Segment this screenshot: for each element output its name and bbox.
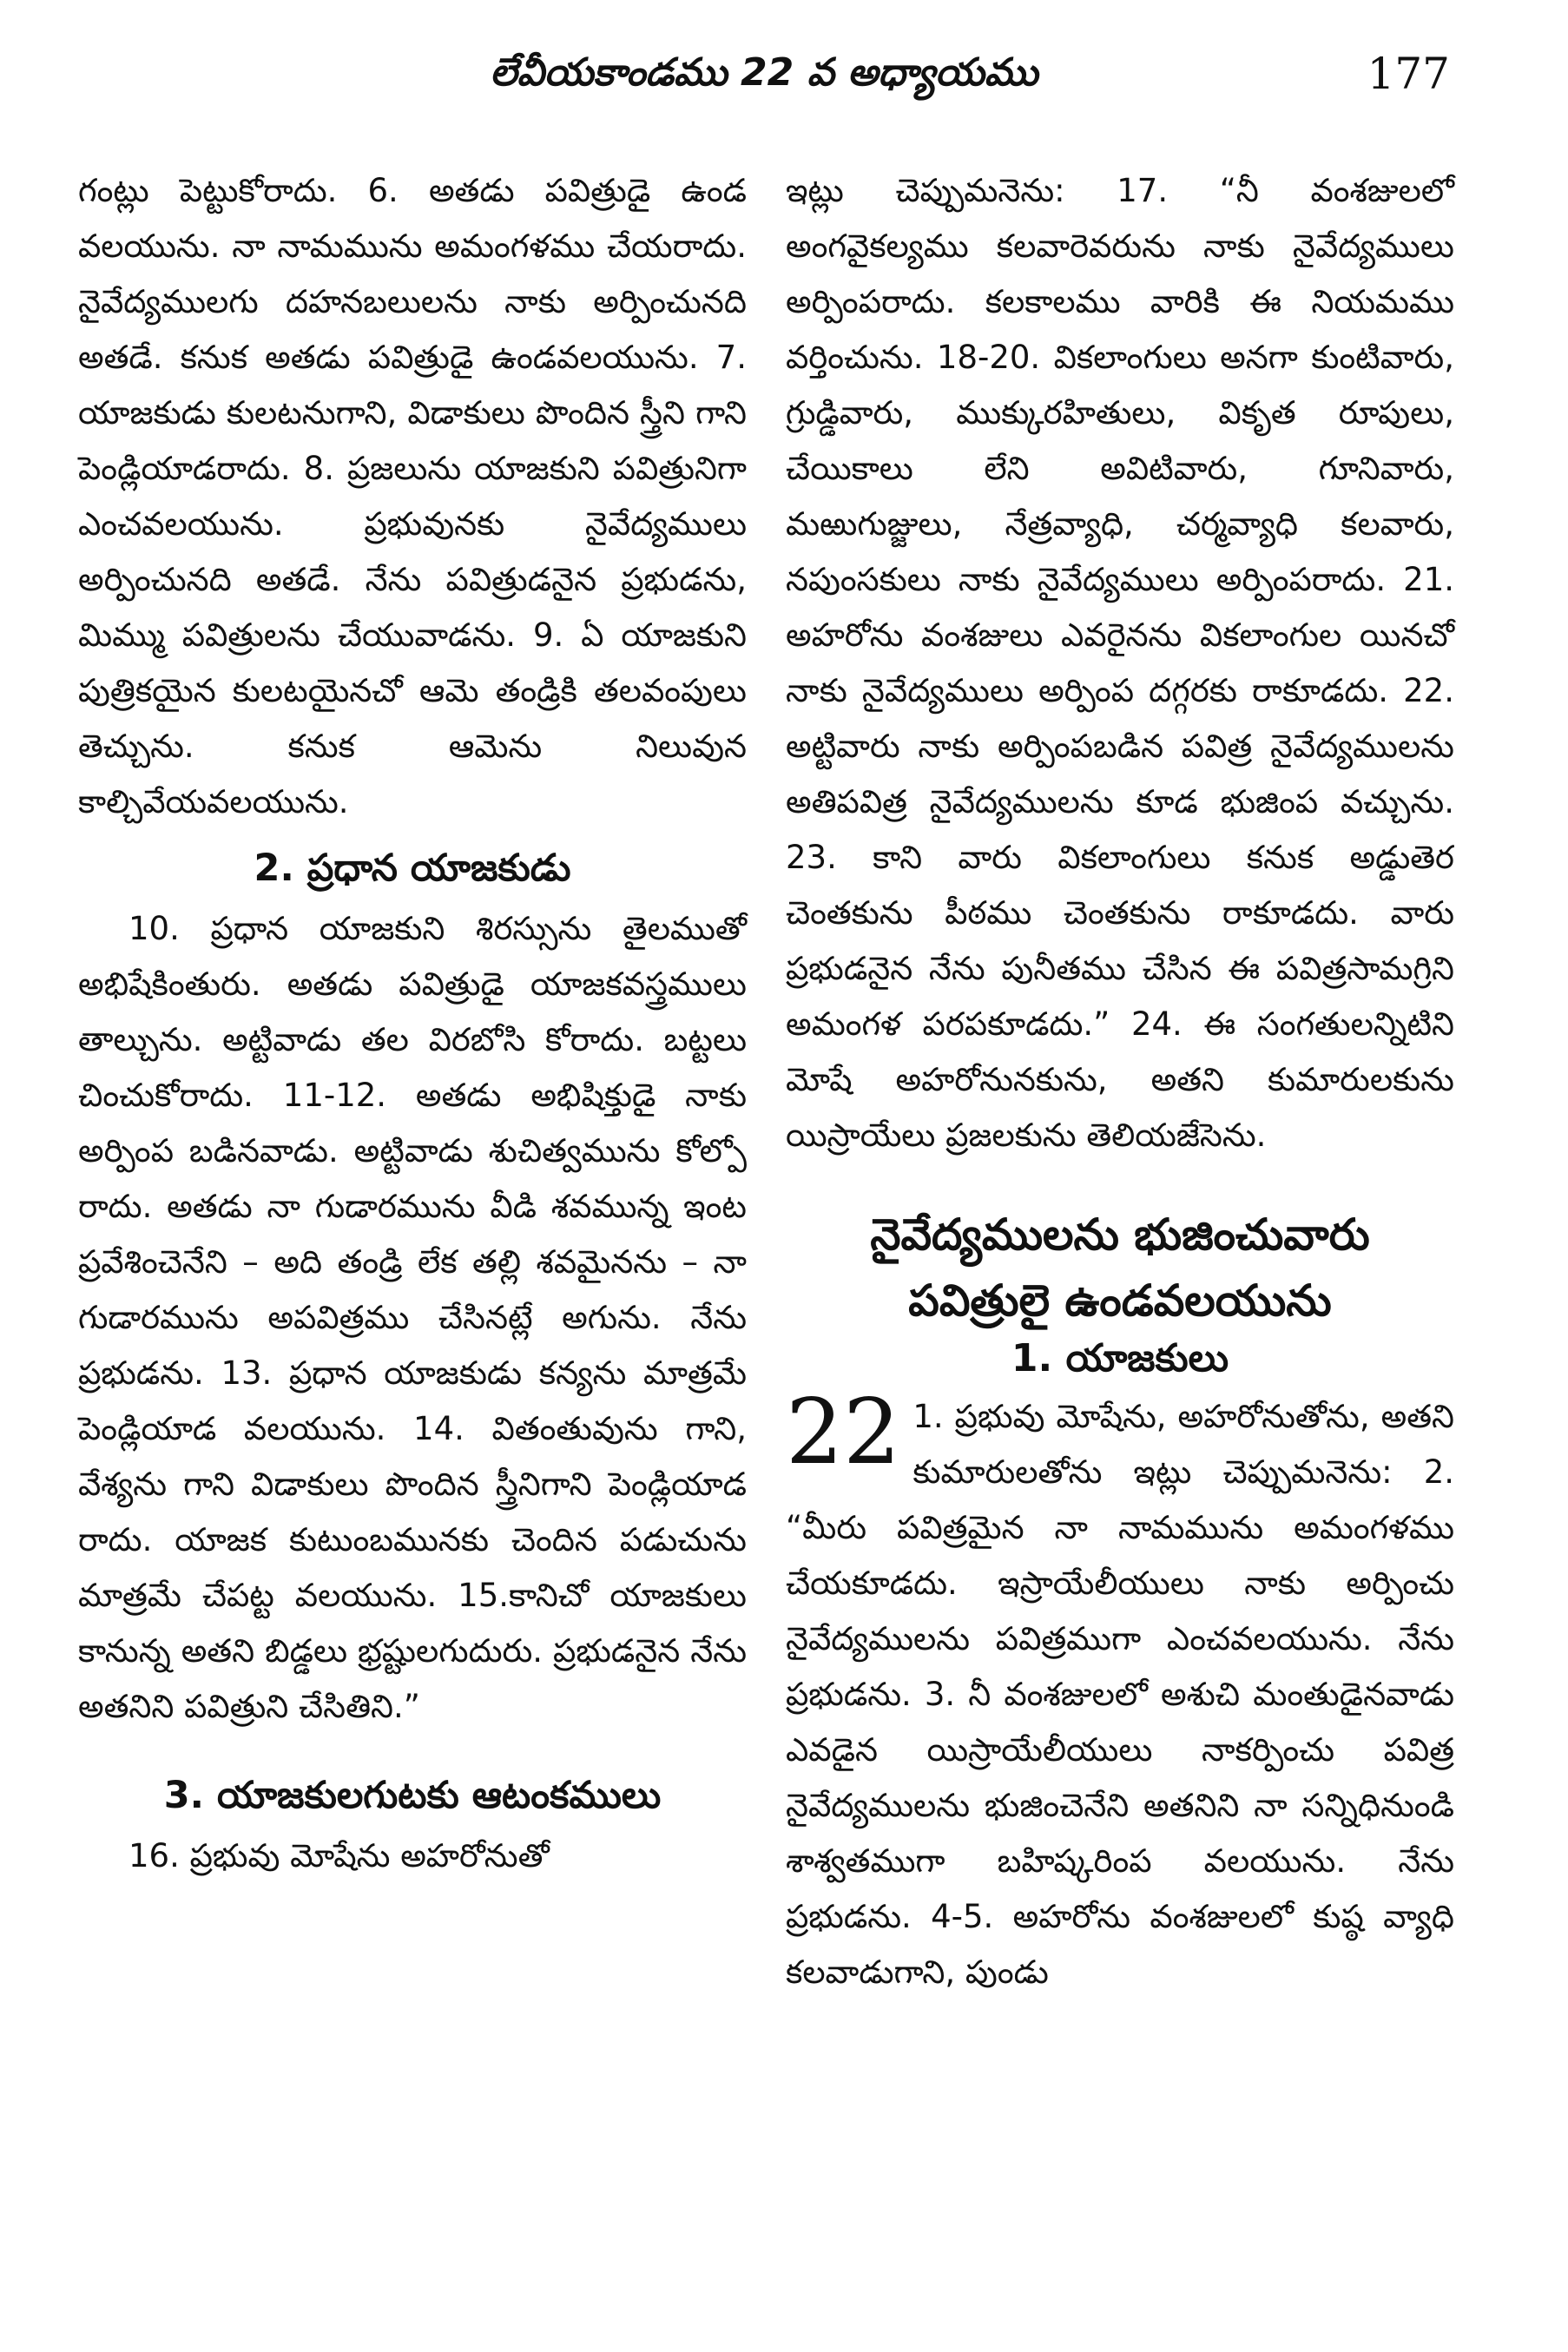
chapter-section-heading: నైవేద్యములను భుజించువారు పవిత్రులై ఉండవలయును xyxy=(870,1209,1370,1326)
running-title: లేవీయకాండము 22 వ అధ్యాయము xyxy=(490,50,1038,95)
chapter-number-dropcap: 22 xyxy=(786,1379,901,1485)
page-number: 177 xyxy=(1367,49,1450,99)
subheading-priests: 1. యాజకులు xyxy=(1011,1336,1229,1380)
section-heading-impediments: 3. యాజకులగుటకు ఆటంకములు xyxy=(163,1774,662,1817)
paragraph-verses-16-24: ఇట్లు చెప్పుమనెను: 17. “నీ వంశజులలో అంగవైకల్యము కలవారెవరును నాకు నైవేద్యములు అర్పింపరాదు. కలకాలము వారికి ఈ నియమము వర్తించును. 18-20. వికలాంగులు అనగా కుంటివారు, గ్రుడ్డివారు, ముక్కురహితులు, వికృత రూపులు, చేయికాలు లేని అవిటివారు, గూనివారు, మఱుగుజ్జులు, నేత్రవ్యాధి, చర్మవ్యాధి కలవారు, నపుంసకులు నాకు నైవేద్యములు అర్పింపరాదు. 21. అహరోను వంశజులు ఎవరైనను వికలాంగుల యినచో నాకు నైవేద్యములు అర్పింప దగ్గరకు రాకూడదు. 22. అట్టివారు నాకు అర్పింపబడిన పవిత్ర నైవేద్యములను అతిపవిత్ర నైవేద్యములను కూడ భుజింప వచ్చును. 23. కాని వారు వికలాంగులు కనుక అడ్డుతెర చెంతకును పీఠము చెంతకును రాకూడదు. వారు ప్రభుడనైన నేను పునీతము చేసిన ఈ పవిత్రసామగ్రిని అమంగళ పరపకూడదు.” 24. ఈ సంగతులన్నిటిని మోషే అహరోనునకును, అతని కుమారులకును యిస్రాయేలు ప్రజలకును తెలియజేసెను. xyxy=(786,172,1454,1154)
chapter-22-opening xyxy=(786,1379,1454,2000)
section-heading-high-priest: 2. ప్రధాన యాజకుడు xyxy=(254,847,571,890)
page-header xyxy=(78,42,1450,111)
paragraph-verses-6-9: గంట్లు పెట్టుకోరాదు. 6. అతడు పవిత్రుడై ఉండ వలయును. నా నామమును అమంగళము చేయరాదు. నైవేద్యములగు దహనబలులను నాకు అర్పించునది అతడే. కనుక అతడు పవిత్రుడై ఉండవలయును. 7. యాజకుడు కులటనుగాని, విడాకులు పొందిన స్త్రీని గాని పెండ్లియాడరాదు. 8. ప్రజలును యాజకుని పవిత్రునిగా ఎంచవలయును. ప్రభువునకు నైవేద్యములు అర్పించునది అతడే. నేను పవిత్రుడనైన ప్రభుడను, మిమ్ము పవిత్రులను చేయువాడను. 9. ఏ యాజకుని పుత్రికయైన కులటయైనచో ఆమె తండ్రికి తలవంపులు తెచ్చును. కనుక ఆమెను నిలువున కాల్చివేయవలయును. xyxy=(78,172,747,820)
left-column xyxy=(78,163,747,1884)
paragraph-verse-16: 16. ప్రభువు మోషేను అహరోనుతో xyxy=(128,1837,550,1874)
right-column xyxy=(786,163,1454,2000)
paragraph-verses-10-15: 10. ప్రధాన యాజకుని శిరస్సును తైలముతో అభిషేకింతురు. అతడు పవిత్రుడై యాజకవస్త్రములు తాల్చును. అట్టివాడు తల విరబోసి కోరాదు. బట్టలు చించుకోరాదు. 11-12. అతడు అభిషిక్తుడై నాకు అర్పింప బడినవాడు. అట్టివాడు శుచిత్వమును కోల్పో రాదు. అతడు నా గుడారమును వీడి శవమున్న ఇంట ప్రవేశించెనేని – అది తండ్రి లేక తల్లి శవమైనను – నా గుడారమును అపవిత్రము చేసినట్లే అగును. నేను ప్రభుడను. 13. ప్రధాన యాజకుడు కన్యను మాత్రమే పెండ్లియాడ వలయును. 14. వితంతువును గాని, వేశ్యను గాని విడాకులు పొందిన స్త్రీనిగాని పెండ్లియాడ రాదు. యాజక కుటుంబమునకు చెందిన పడుచును మాత్రమే చేపట్ట వలయును. 15.కానిచో యాజకులు కానున్న అతని బిడ్డలు భ్రష్టులగుదురు. ప్రభుడనైన నేను అతనిని పవిత్రుని చేసితిని.” xyxy=(78,910,747,1725)
paragraph-verses-1-5: 1. ప్రభువు మోషేను, అహరోనుతోను, అతని కుమారులతోను ఇట్లు చెప్పుమనెను: 2. “మీరు పవిత్రమైన నా నామమును అమంగళము చేయకూడదు. ఇస్రాయేలీయులు నాకు అర్పించు నైవేద్యములను పవిత్రముగా ఎంచవలయును. నేను ప్రభుడను. 3. నీ వంశజులలో అశుచి మంతుడైనవాడు ఎవడైన యిస్రాయేలీయులు నాకర్పించు పవిత్ర నైవేద్యములను భుజించెనేని అతనిని నా సన్నిధినుండి శాశ్వతముగా బహిష్కరింప వలయును. నేను ప్రభుడను. 4-5. అహరోను వంశజులలో కుష్ఠ వ్యాధి కలవాడుగాని, పుండు xyxy=(786,1398,1454,1991)
